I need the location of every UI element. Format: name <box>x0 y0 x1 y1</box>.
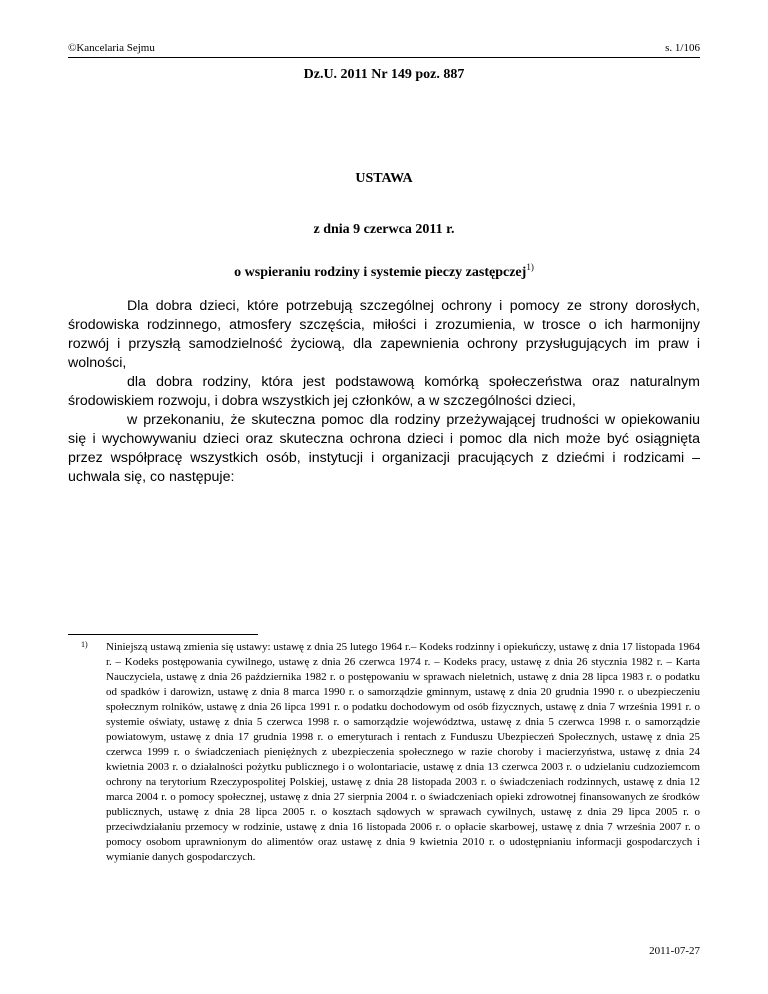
footnote-divider <box>68 634 258 635</box>
publisher-label: ©Kancelaria Sejmu <box>68 42 155 54</box>
preamble-paragraph: w przekonaniu, że skuteczna pomoc dla rodziny przeżywającej trudności w opiekowaniu się i wychowywaniu dzieci oraz skuteczna ochrona dzieci i pomoc dla nich może być osiągnięta przez współpracę wszystkich osób, instytucji i organizacji pracujących z dziećmi i rodzicami – uchwala się, co następuje: <box>68 412 700 485</box>
footnote-text: Niniejszą ustawą zmienia się ustawy: ustawę z dnia 25 lutego 1964 r.– Kodeks rodzinny i opiekuńczy, ustawę z dnia 17 listopada 1964 r. – Kodeks postępowania cywilnego, ustawę z dnia 26 czerwca 1974 r. – Kodeks pracy, ustawę z dnia 26 stycznia 1982 r. – Karta Nauczyciela, ustawę z dnia 26 października 1982 r. o postępowaniu w sprawach nieletnich, ustawę z dnia 28 lipca 1983 r. o podatku od spadków i darowizn, ustawę z dnia 8 marca 1990 r. o samorządzie gminnym, ustawę z dnia 20 grudnia 1990 r. o ubezpieczeniu społecznym rolników, ustawę z dnia 26 lipca 1991 r. o podatku dochodowym od osób fizycznych, ustawę z dnia 7 września 1991 r. o systemie oświaty, ustawę z dnia 5 czerwca 1998 r. o samorządzie województwa, ustawę z dnia 5 czerwca 1998 r. o samorządzie powiatowym, ustawę z dnia 17 grudnia 1998 r. o emeryturach i rentach z Funduszu Ubezpieczeń Społecznych, ustawę z dnia 25 czerwca 1999 r. o świadczeniach pieniężnych z ubezpieczenia społecznego w razie choroby i macierzyństwa, ustawę z dnia 24 kwietnia 2003 r. o działalności pożytku publicznego i o wolontariacie, ustawę z dnia 13 czerwca 2003 r. o udzielaniu cudzoziemcom ochrony na terytorium Rzeczypospolitej Polskiej, ustawę z dnia 28 listopada 2003 r. o świadczeniach rodzinnych, ustawę z dnia 12 marca 2004 r. o pomocy społecznej, ustawę z dnia 27 sierpnia 2004 r. o świadczeniach opieki zdrowotnej finansowanych ze środków publicznych, ustawę z dnia 28 lipca 2005 r. o kosztach sądowych w sprawach cywilnych, ustawę z dnia 29 lipca 2005 r. o przeciwdziałaniu przemocy w rodzinie, ustawę z dnia 16 listopada 2006 r. o opłacie skarbowej, ustawę z dnia 7 września 2007 r. o pomocy osobom uprawnionym do alimentów oraz ustawę z dnia 9 kwietnia 2010 r. o udostępnianiu informacji gospodarczych i wymianie danych gospodarczych. <box>106 641 700 863</box>
footnote <box>68 640 700 865</box>
subject-text: o wspieraniu rodziny i systemie pieczy zastępczej <box>234 265 527 280</box>
document-date: z dnia 9 czerwca 2011 r. <box>313 222 455 237</box>
header-divider <box>68 57 700 58</box>
subject-footnote-mark[interactable]: 1) <box>526 262 534 272</box>
journal-reference: Dz.U. 2011 Nr 149 poz. 887 <box>303 67 465 82</box>
publication-date: 2011-07-27 <box>649 945 700 957</box>
document-subject <box>0 262 768 281</box>
page-number: s. 1/106 <box>665 42 700 54</box>
footnote-mark: 1) <box>81 640 88 649</box>
document-title: USTAWA <box>355 171 413 186</box>
page-header <box>68 42 700 56</box>
preamble <box>68 297 700 487</box>
preamble-paragraph: dla dobra rodziny, która jest podstawową komórką społeczeństwa oraz naturalnym środowiskiem rozwoju, i dobra wszystkich jej członków, a w szczególności dzieci, <box>68 374 700 409</box>
preamble-paragraph: Dla dobra dzieci, które potrzebują szczególnej ochrony i pomocy ze strony dorosłych, środowiska rodzinnego, atmosfery szczęścia, miłości i zrozumienia, w trosce o ich harmonijny rozwój i przyszłą samodzielność życiową, dla zapewnienia ochrony przysługujących im praw i wolności, <box>68 298 700 371</box>
